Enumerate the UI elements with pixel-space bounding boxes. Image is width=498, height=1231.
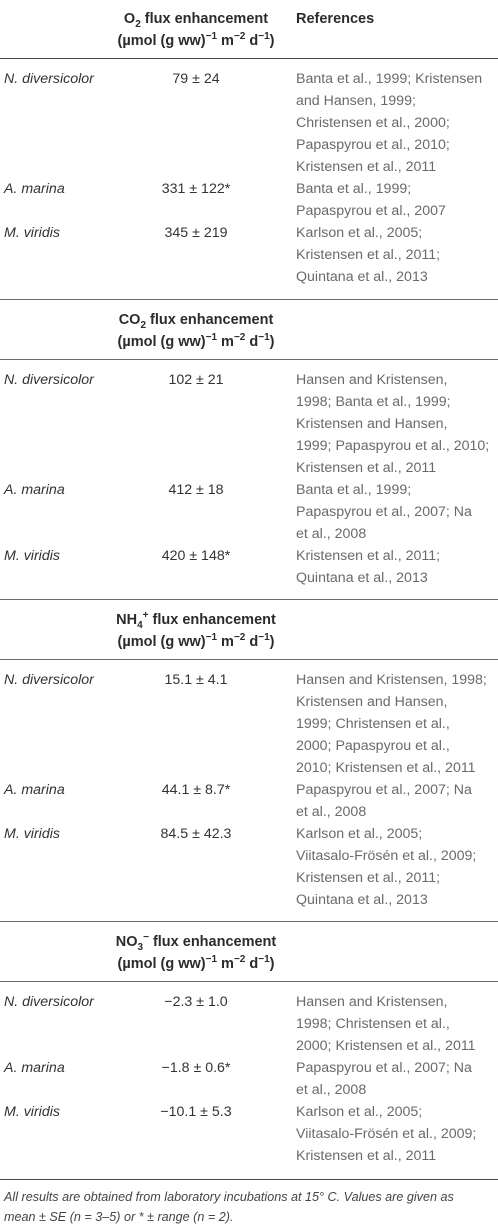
species-cell: A. marina [4,782,65,798]
section-4-unit: (µmol (g ww)$^{-1}$ $m^{-2}$ $d^{-1}$) [117,954,275,972]
value-cell: 15.1 ± 4.1 [164,672,228,688]
value-cell: −1.8 ± 0.6* [161,1060,231,1076]
table-footnote: All results are obtained from laboratory incubations at 15° C. Values are given as mean ± SE (n = 3–5) or * ± range (n = 2). [4,1190,454,1224]
references-cell: Papaspyrou et al., 2007; Na et al., 2008 [296,782,472,820]
section-2-title: $CO_2$ flux enhancement [118,312,274,331]
value-cell: −2.3 ± 1.0 [164,994,228,1010]
species-cell: N. diversicolor [4,672,94,688]
value-cell: 331 ± 122* [161,181,231,197]
section-4-title: $NO_3^-$ flux enhancement [115,932,277,953]
references-cell: Karlson et al., 2005; Viitasalo-Frösén et al., 2009; Kristensen et al., 2011; Quintana et al., 2013 [296,826,477,908]
section-1-unit: (µmol (g ww)$^{-1}$ $m^{-2}$ $d^{-1}$) [117,31,275,49]
references-cell: Papaspyrou et al., 2007; Na et al., 2008 [296,1060,472,1098]
references-cell: Banta et al., 1999; Papaspyrou et al., 2007 [296,181,446,219]
value-cell: −10.1 ± 5.3 [160,1104,232,1120]
species-cell: A. marina [4,181,65,197]
value-cell: 102 ± 21 [168,372,224,388]
species-cell: A. marina [4,482,65,498]
references-cell: Karlson et al., 2005; Viitasalo-Frösén et al., 2009; Kristensen et al., 2011 [296,1104,477,1164]
value-cell: 84.5 ± 42.3 [160,826,232,842]
section-3-unit: (µmol (g ww)$^{-1}$ $m^{-2}$ $d^{-1}$) [117,632,275,650]
section-separator [0,299,498,300]
section-3-title: $NH_4^+$ flux enhancement [116,610,276,631]
references-cell: Karlson et al., 2005; Kristensen et al., 2011; Quintana et al., 2013 [296,225,441,285]
section-4-rule [0,981,498,982]
references-cell: Banta et al., 1999; Kristensen and Hansen, 1999; Christensen et al., 2000; Papaspyrou et al., 2010; Kristensen et al., 2011 [296,71,483,175]
references-cell: Hansen and Kristensen, 1998; Christensen et al., 2000; Kristensen et al., 2011 [296,994,476,1054]
species-cell: N. diversicolor [4,994,94,1010]
section-2-rule [0,359,498,360]
species-cell: N. diversicolor [4,71,94,87]
references-cell: Hansen and Kristensen, 1998; Kristensen and Hansen, 1999; Christensen et al., 2000; Papaspyrou et al., 2010; Kristensen et al., 2011 [296,672,487,776]
section-1-title: $O_2$ flux enhancement [123,11,269,30]
value-cell: 79 ± 24 [172,71,220,87]
value-cell: 420 ± 148* [161,548,231,564]
references-cell: Hansen and Kristensen, 1998; Banta et al., 1999; Kristensen and Hansen, 1999; Papaspyrou et al., 2010; Kristensen et al., 2011 [296,372,490,476]
species-cell: M. viridis [4,1104,60,1120]
section-separator [0,921,498,922]
species-cell: M. viridis [4,225,60,241]
species-cell: M. viridis [4,826,60,842]
species-cell: N. diversicolor [4,372,94,388]
section-3-rule [0,659,498,660]
species-cell: M. viridis [4,548,60,564]
species-cell: A. marina [4,1060,65,1076]
references-cell: Kristensen et al., 2011; Quintana et al., 2013 [296,548,441,586]
value-cell: 345 ± 219 [164,225,228,241]
references-cell: Banta et al., 1999; Papaspyrou et al., 2007; Na et al., 2008 [296,482,472,542]
section-2-unit: (µmol (g ww)$^{-1}$ $m^{-2}$ $d^{-1}$) [117,332,275,350]
section-separator [0,599,498,600]
value-cell: 44.1 ± 8.7* [161,782,231,798]
references-header: References [296,11,375,27]
section-1-rule [0,58,498,59]
value-cell: 412 ± 18 [168,482,224,498]
table-bottom-rule [0,1179,498,1180]
